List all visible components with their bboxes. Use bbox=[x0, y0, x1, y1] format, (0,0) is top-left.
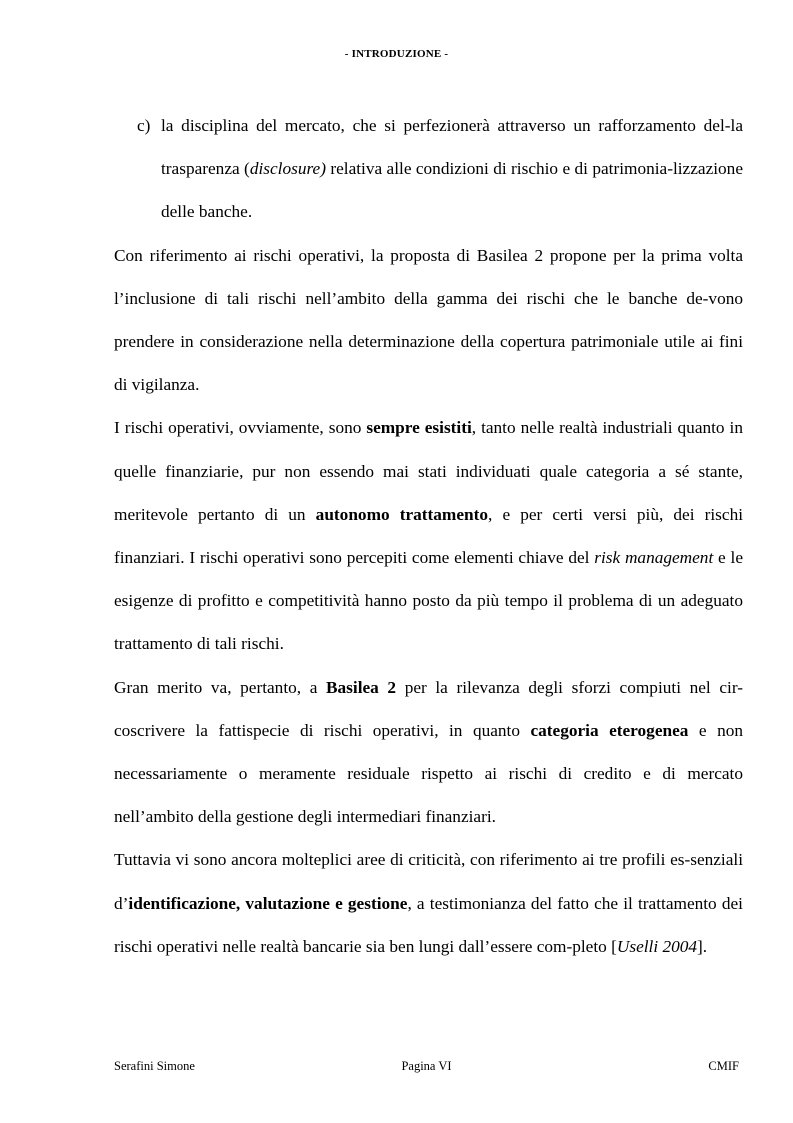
bold-term: identificazione, valutazione e gestione bbox=[128, 893, 408, 913]
footer-org: CMIF bbox=[708, 1059, 739, 1073]
text-run: , e per certi versi più, dei rischi finanziari. I rischi operativi sono percepiti come elementi chiave del bbox=[114, 504, 744, 568]
italic-term: risk management bbox=[594, 548, 714, 568]
text-run: la disciplina del mercato, che si perfezionerà attraverso un rafforzamento del-la trasparenza ( bbox=[161, 116, 743, 179]
text-run: I rischi operativi, ovviamente, sono bbox=[114, 418, 367, 438]
bold-term: Basilea 2 bbox=[326, 677, 397, 697]
italic-term-disclosure: disclosure) bbox=[249, 159, 326, 179]
text-run: , tanto nelle realtà industriali quanto in quelle finanziarie, pur non essendo mai stati individuati quale categoria a sé stante, meritevole pertanto di un bbox=[114, 418, 743, 524]
footer-page-number: Pagina VI bbox=[401, 1059, 452, 1073]
list-item-c bbox=[137, 104, 743, 234]
text-run: Tuttavia vi sono ancora molteplici aree di criticità, con riferimento ai tre profili es-senziali d’ bbox=[114, 850, 743, 913]
text-run: per la rilevanza degli sforzi compiuti nel cir-coscrivere la fattispecie di rischi operativi, in quanto bbox=[114, 677, 743, 740]
footer-author: Serafini Simone bbox=[114, 1059, 195, 1073]
paragraph-4 bbox=[114, 838, 743, 968]
text-run: Gran merito va, pertanto, a bbox=[114, 677, 326, 697]
text-run: ]. bbox=[697, 936, 708, 956]
bold-term: sempre esistiti bbox=[366, 418, 472, 438]
text-run: e le esigenze di profitto e competitività hanno posto da più tempo il problema di un adeguato trattamento di tali rischi. bbox=[114, 548, 743, 654]
text-run: relativa alle condizioni di rischio e di patrimonia-lizzazione delle banche. bbox=[161, 159, 743, 222]
paragraph-3 bbox=[114, 666, 743, 839]
page-body bbox=[114, 104, 743, 968]
citation: Uselli 2004 bbox=[616, 936, 698, 956]
paragraph-2 bbox=[114, 406, 743, 665]
text-run: e non necessariamente o meramente residuale rispetto ai rischi di credito e di mercato nell’ambito della gestione degli intermediari finanziari. bbox=[114, 720, 743, 827]
bold-term: autonomo trattamento bbox=[315, 504, 489, 524]
list-item-text bbox=[161, 104, 743, 234]
list-marker: c) bbox=[137, 116, 151, 135]
bold-term: categoria eterogenea bbox=[530, 720, 689, 740]
paragraph-1 bbox=[114, 234, 743, 407]
text-run: , a testimonianza del fatto che il trattamento dei rischi operativi nelle realtà bancarie sia ben lungi dall’essere com-pleto [ bbox=[114, 893, 743, 956]
page-header: - INTRODUZIONE - bbox=[344, 48, 449, 60]
text-run: Con riferimento ai rischi operativi, la proposta di Basilea 2 propone per la prima volta l’inclusione di tali rischi nell’ambito della gamma dei rischi che le banche de-vono prendere in considerazione nella determinazione della copertura patrimoniale utile ai fini di vigilanza. bbox=[114, 245, 743, 395]
